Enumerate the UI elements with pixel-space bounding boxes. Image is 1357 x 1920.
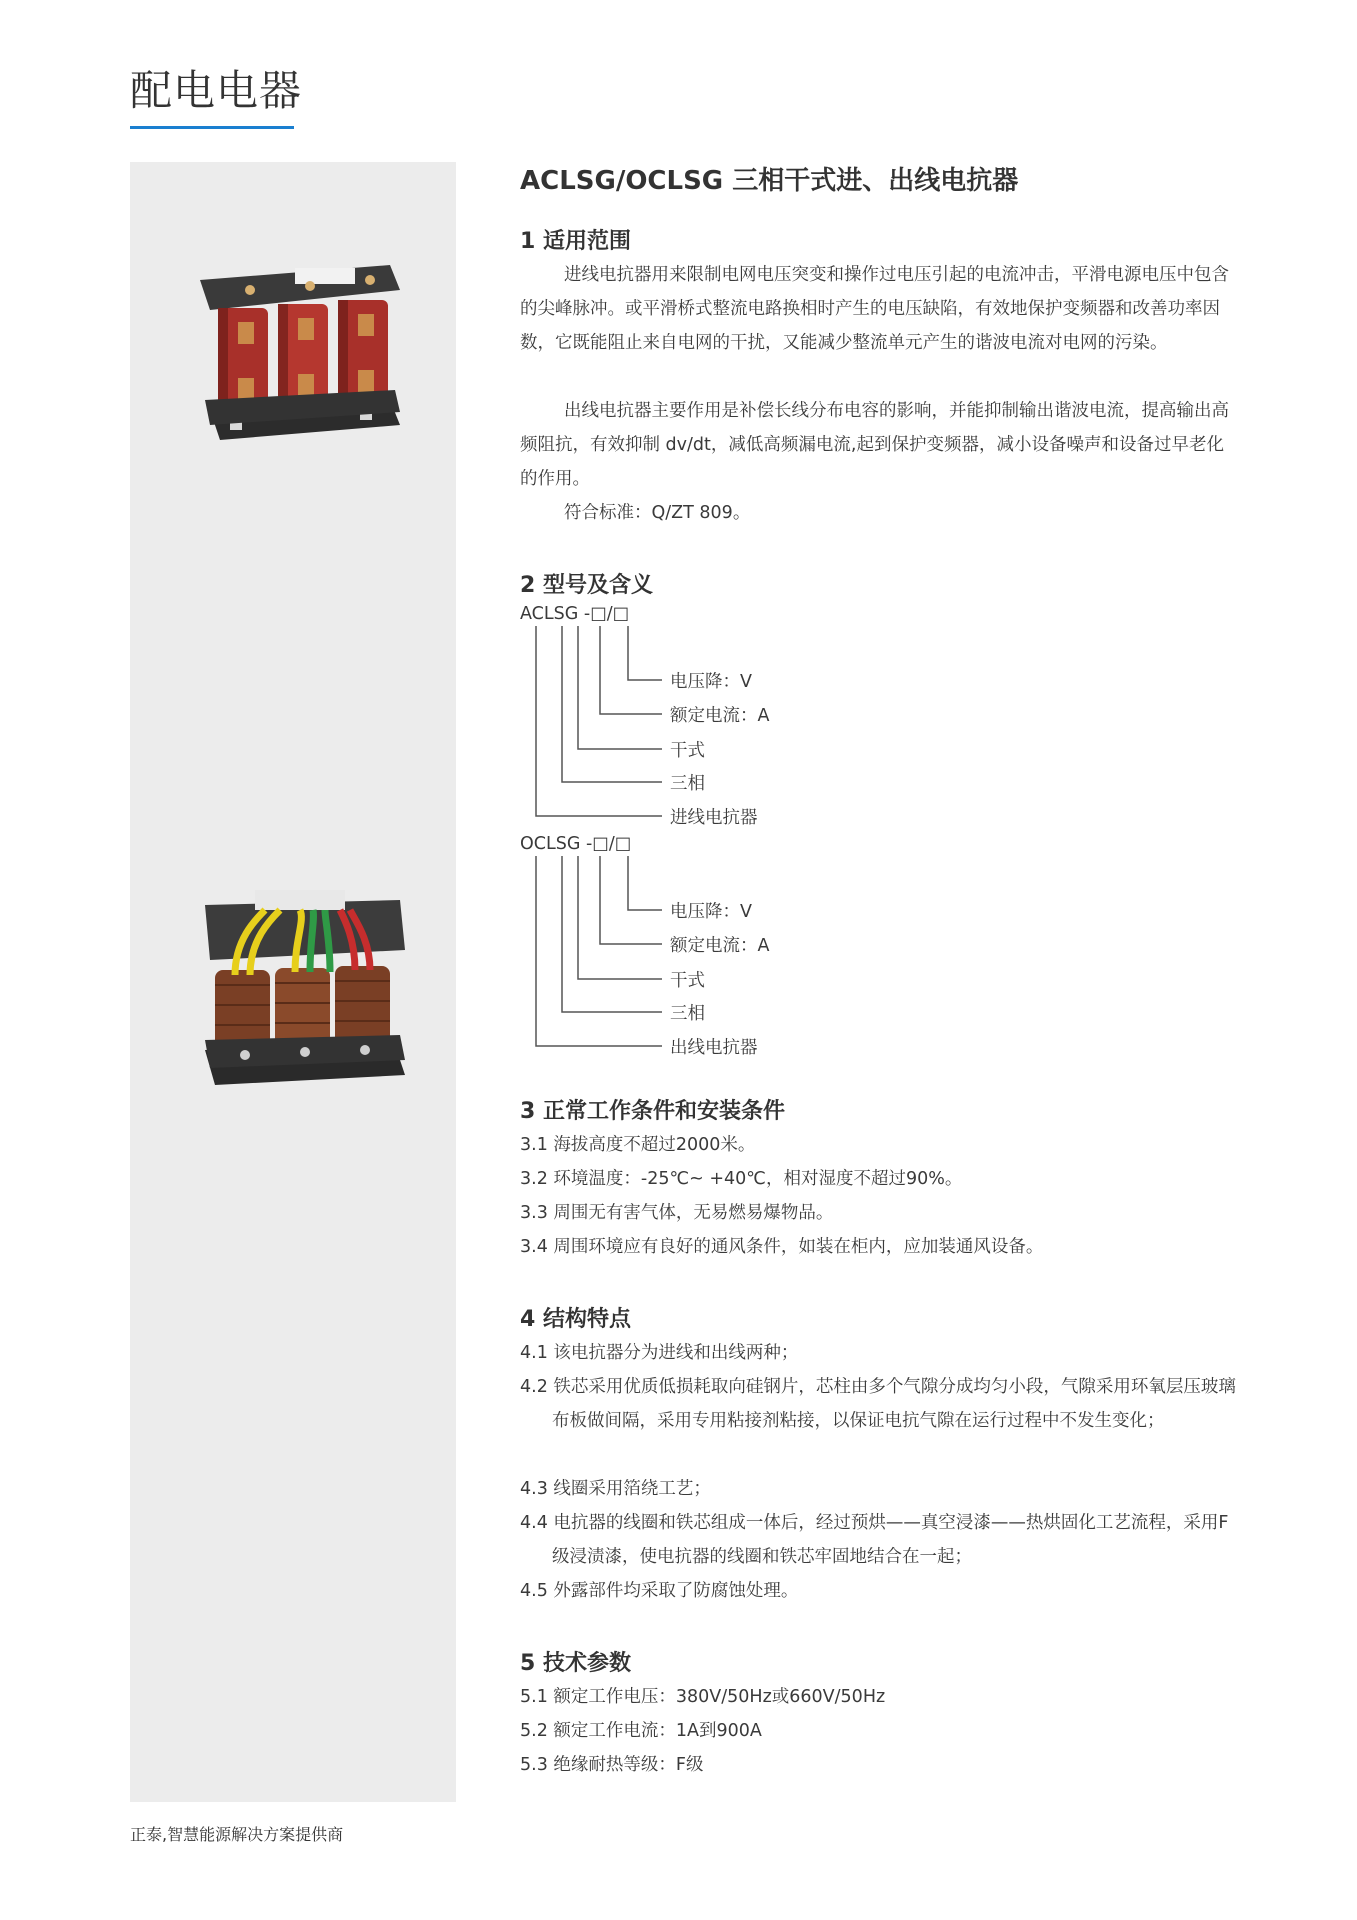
model-2-label-reactor-type: 出线电抗器 [670, 1038, 758, 1058]
section-4-item: 4.1 该电抗器分为进线和出线两种； [520, 1343, 799, 1363]
model-2-label-dry-type: 干式 [670, 971, 705, 991]
output-reactor-photo [195, 880, 415, 1100]
section-3-item: 3.1 海拔高度不超过2000米。 [520, 1135, 756, 1155]
model-1-label-dry-type: 干式 [670, 741, 705, 761]
section-5-item: 5.3 绝缘耐热等级：F级 [520, 1755, 704, 1775]
model-code-boxes: □/□ [590, 604, 630, 624]
input-reactor-photo [190, 250, 410, 450]
section-4-item: 4.5 外露部件均采取了防腐蚀处理。 [520, 1581, 799, 1601]
section-1-paragraph-3: 符合标准：Q/ZT 809。 [564, 503, 751, 523]
section-2-heading: 2 型号及含义 [520, 573, 653, 598]
page-header-title: 配电电器 [130, 66, 303, 115]
model-2-label-rated-current: 额定电流：A [670, 936, 770, 956]
model-2-label-three-phase: 三相 [670, 1004, 705, 1024]
section-3-heading: 3 正常工作条件和安装条件 [520, 1099, 785, 1124]
model-code-oclsg [520, 834, 631, 854]
model-code-prefix: ACLSG - [520, 604, 591, 624]
section-4-item: 4.2 铁芯采用优质低损耗取向硅钢片，芯柱由多个气隙分成均匀小段，气隙采用环氧层压玻璃布板做间隔，采用专用粘接剂粘接，以保证电抗气隙在运行过程中不发生变化； [520, 1377, 1236, 1431]
header-underline [130, 126, 294, 129]
section-3-item: 3.2 环境温度：-25℃~ +40℃，相对湿度不超过90%。 [520, 1169, 963, 1189]
model-code-prefix: OCLSG - [520, 834, 593, 854]
footer-tagline: 正泰,智慧能源解决方案提供商 [130, 1825, 344, 1844]
section-5-heading: 5 技术参数 [520, 1651, 631, 1676]
model-1-label-three-phase: 三相 [670, 774, 705, 794]
model-tree-lines-aclsg [520, 626, 670, 836]
section-3-item: 3.4 周围环境应有良好的通风条件，如装在柜内，应加装通风设备。 [520, 1237, 1044, 1257]
model-1-label-reactor-type: 进线电抗器 [670, 808, 758, 828]
product-title: ACLSG/OCLSG 三相干式进、出线电抗器 [520, 166, 1019, 196]
section-4-item: 4.4 电抗器的线圈和铁芯组成一体后，经过预烘——真空浸漆——热烘固化工艺流程，采用F级浸渍漆，使电抗器的线圈和铁芯牢固地结合在一起； [520, 1513, 1229, 1567]
section-1-paragraph-1: 进线电抗器用来限制电网电压突变和操作过电压引起的电流冲击，平滑电源电压中包含的尖峰脉冲。或平滑桥式整流电路换相时产生的电压缺陷，有效地保护变频器和改善功率因数，它既能阻止来自电网的干扰，又能减少整流单元产生的谐波电流对电网的污染。 [520, 265, 1229, 353]
section-3-item: 3.3 周围无有害气体，无易燃易爆物品。 [520, 1203, 834, 1223]
model-tree-lines-oclsg [520, 856, 670, 1066]
section-1-paragraph-2: 出线电抗器主要作用是补偿长线分布电容的影响，并能抑制输出谐波电流，提高输出高频阻抗，有效抑制 dv/dt，减低高频漏电流,起到保护变频器，减小设备噪声和设备过早老化的作用。 [520, 401, 1229, 489]
model-code-boxes: □/□ [592, 834, 632, 854]
section-4-heading: 4 结构特点 [520, 1307, 631, 1332]
model-2-label-voltage-drop: 电压降：V [670, 902, 752, 922]
section-5-item: 5.2 额定工作电流：1A到900A [520, 1721, 762, 1741]
section-5-item: 5.1 额定工作电压：380V/50Hz或660V/50Hz [520, 1687, 886, 1707]
section-4-item: 4.3 线圈采用箔绕工艺； [520, 1479, 711, 1499]
model-1-label-voltage-drop: 电压降：V [670, 672, 752, 692]
model-1-label-rated-current: 额定电流：A [670, 706, 770, 726]
model-code-aclsg [520, 604, 629, 624]
section-1-heading: 1 适用范围 [520, 229, 631, 254]
